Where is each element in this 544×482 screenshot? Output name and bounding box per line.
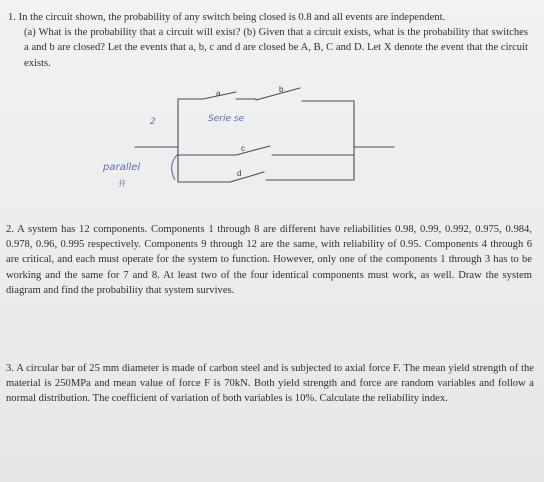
circuit-diagram [0,0,544,220]
handwritten-bracket [172,154,178,180]
handwritten-char: 并 [118,179,126,188]
handwritten-number: 2 [150,117,156,127]
label-c: c [241,144,245,153]
handwritten-parallel-note: parallel [103,162,141,173]
question-3: 3. A circular bar of 25 mm diameter is made of carbon steel and is subjected to axial force F. The mean yield strength of the material is 250MPa and mean value of force F is 70kN. Both yield strength and force are random variables and follow a normal distribution. The coefficient of variation of both variables is 10%. Calculate the reliability index. [6,363,534,405]
switch-b [256,88,300,100]
label-d: d [237,169,242,178]
handwritten-series-note: Serie se [208,114,245,124]
question-2: 2. A system has 12 components. Components 1 through 8 are different have reliabilities 0.98, 0.99, 0.992, 0.975, 0.984, 0.978, 0.96, 0.995 respectively. Components 9 through 12 are the same, with reliability of 0.95. Components 4 through 6 are critical, and each must operate for the system to function. However, only one of the components 1 through 3 has to be working and the same for 7 and 8. At least two of the four identical components must work, as well. Draw the system diagram and find the probability that system survives. [6,224,532,296]
question-1-body: (a) What is the probability that a circuit will exist? (b) Given that a circuit exists, what is the probability that switches a and b are closed? Let the events that a, b, c and d are closed be A, B, C and D. Let X denote the event that the circuit exists. [24,27,528,69]
question-1-line1: 1. In the circuit shown, the probability of any switch being closed is 0.8 and all events are independent. [8,12,446,23]
switch-d [230,172,264,182]
label-a: a [216,89,221,98]
label-b: b [279,85,284,94]
